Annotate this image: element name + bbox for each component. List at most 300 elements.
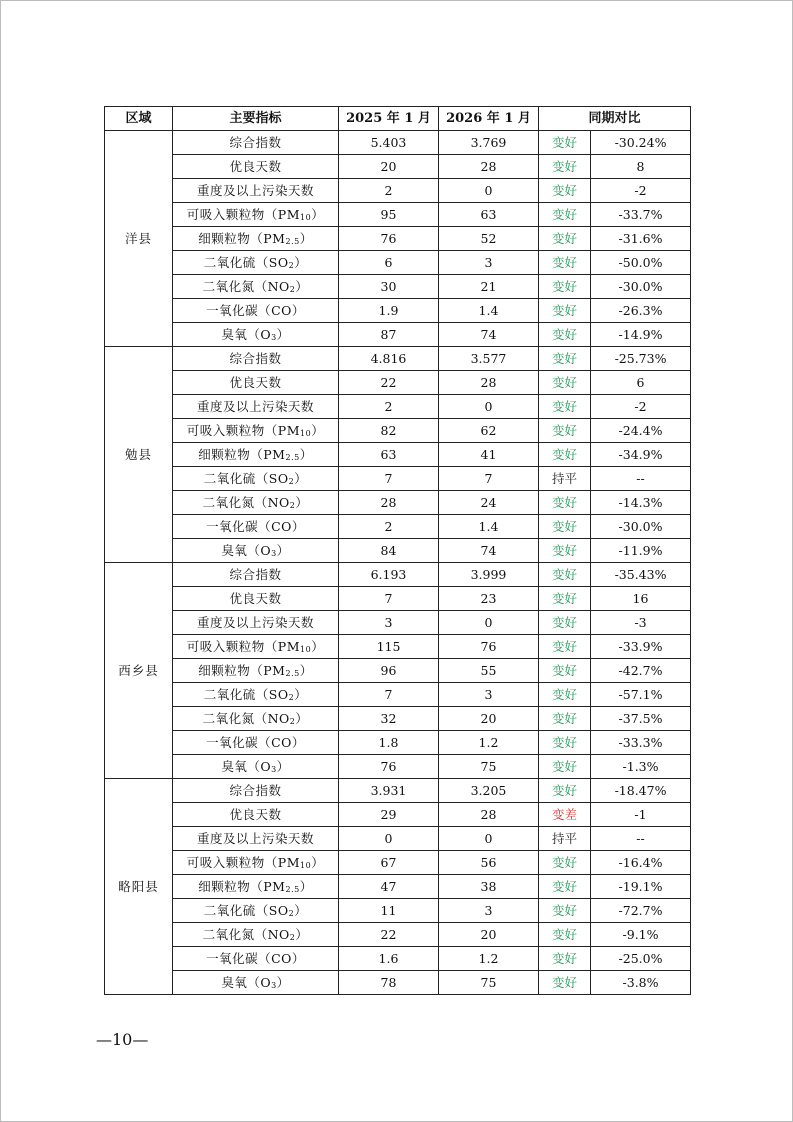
air-quality-table xyxy=(104,106,691,995)
value-2025: 2 xyxy=(339,179,439,203)
value-2025: 95 xyxy=(339,203,439,227)
value-2025: 3.931 xyxy=(339,779,439,803)
value-2026: 3 xyxy=(439,899,539,923)
indicator-paren: ） xyxy=(276,326,290,342)
table-row xyxy=(105,707,691,731)
indicator-name xyxy=(173,251,339,275)
indicator-name xyxy=(173,443,339,467)
indicator-label: 优良天数 xyxy=(229,806,282,822)
table-row xyxy=(105,971,691,995)
table-row xyxy=(105,851,691,875)
value-2026: 0 xyxy=(439,395,539,419)
indicator-subscript: 2 xyxy=(289,284,296,294)
indicator-label: 重度及以上污染天数 xyxy=(196,830,314,846)
value-2026: 1.2 xyxy=(439,731,539,755)
change-value: -16.4% xyxy=(591,851,691,875)
change-value: 6 xyxy=(591,371,691,395)
indicator-name xyxy=(173,899,339,923)
trend-status: 持平 xyxy=(539,467,591,491)
indicator-name xyxy=(173,203,339,227)
value-2026: 28 xyxy=(439,371,539,395)
trend-status: 变好 xyxy=(539,251,591,275)
change-value: -50.0% xyxy=(591,251,691,275)
region-name: 西乡县 xyxy=(105,563,173,779)
trend-status: 变好 xyxy=(539,203,591,227)
indicator-name xyxy=(173,827,339,851)
change-value: -35.43% xyxy=(591,563,691,587)
change-value: -11.9% xyxy=(591,539,691,563)
value-2026: 23 xyxy=(439,587,539,611)
indicator-paren: ） xyxy=(299,446,313,462)
indicator-paren: ） xyxy=(294,902,308,918)
table-row xyxy=(105,755,691,779)
value-2025: 22 xyxy=(339,371,439,395)
region-name: 勉县 xyxy=(105,347,173,563)
value-2026: 1.4 xyxy=(439,515,539,539)
value-2025: 3 xyxy=(339,611,439,635)
table-row xyxy=(105,179,691,203)
value-2026: 21 xyxy=(439,275,539,299)
value-2026: 0 xyxy=(439,827,539,851)
table-row xyxy=(105,947,691,971)
value-2025: 7 xyxy=(339,467,439,491)
indicator-name xyxy=(173,539,339,563)
trend-status: 变好 xyxy=(539,587,591,611)
indicator-name xyxy=(173,155,339,179)
indicator-name xyxy=(173,803,339,827)
table-row xyxy=(105,635,691,659)
change-value: -1 xyxy=(591,803,691,827)
indicator-label: 细颗粒物（PM xyxy=(198,878,286,894)
indicator-name xyxy=(173,395,339,419)
table-row xyxy=(105,539,691,563)
table-row xyxy=(105,467,691,491)
header-region: 区域 xyxy=(105,107,173,131)
indicator-name xyxy=(173,923,339,947)
table-row xyxy=(105,419,691,443)
indicator-name xyxy=(173,419,339,443)
value-2026: 3.577 xyxy=(439,347,539,371)
indicator-subscript: 2 xyxy=(288,476,295,486)
value-2025: 30 xyxy=(339,275,439,299)
value-2025: 78 xyxy=(339,971,439,995)
change-value: -3.8% xyxy=(591,971,691,995)
indicator-name xyxy=(173,779,339,803)
trend-status: 变好 xyxy=(539,395,591,419)
value-2026: 1.2 xyxy=(439,947,539,971)
indicator-subscript: 2 xyxy=(289,500,296,510)
indicator-name xyxy=(173,491,339,515)
change-value: -42.7% xyxy=(591,659,691,683)
value-2026: 52 xyxy=(439,227,539,251)
indicator-paren: ） xyxy=(276,758,290,774)
indicator-subscript: 10 xyxy=(300,644,312,654)
table-row xyxy=(105,587,691,611)
value-2025: 76 xyxy=(339,227,439,251)
table-row xyxy=(105,731,691,755)
table-row xyxy=(105,803,691,827)
table-row xyxy=(105,779,691,803)
value-2025: 67 xyxy=(339,851,439,875)
indicator-subscript: 10 xyxy=(300,212,312,222)
region-name: 略阳县 xyxy=(105,779,173,995)
indicator-paren: ） xyxy=(299,662,313,678)
value-2026: 63 xyxy=(439,203,539,227)
value-2025: 76 xyxy=(339,755,439,779)
trend-status: 变好 xyxy=(539,347,591,371)
change-value: -57.1% xyxy=(591,683,691,707)
value-2025: 2 xyxy=(339,395,439,419)
value-2025: 6.193 xyxy=(339,563,439,587)
change-value: -9.1% xyxy=(591,923,691,947)
indicator-label: 二氧化氮（NO xyxy=(202,926,290,942)
indicator-label: 综合指数 xyxy=(229,566,282,582)
value-2026: 24 xyxy=(439,491,539,515)
value-2026: 38 xyxy=(439,875,539,899)
change-value: -30.0% xyxy=(591,515,691,539)
value-2025: 84 xyxy=(339,539,439,563)
change-value: -37.5% xyxy=(591,707,691,731)
trend-status: 变好 xyxy=(539,755,591,779)
value-2026: 3 xyxy=(439,251,539,275)
indicator-subscript: 2 xyxy=(288,692,295,702)
indicator-paren: ） xyxy=(276,974,290,990)
indicator-paren: ） xyxy=(294,254,308,270)
indicator-paren: ） xyxy=(311,422,325,438)
indicator-subscript: 2.5 xyxy=(285,236,300,246)
indicator-paren: ） xyxy=(299,878,313,894)
trend-status: 变好 xyxy=(539,659,591,683)
header-indicator: 主要指标 xyxy=(173,107,339,131)
table-row xyxy=(105,371,691,395)
value-2025: 1.9 xyxy=(339,299,439,323)
value-2026: 28 xyxy=(439,803,539,827)
indicator-label: 臭氧（O xyxy=(221,974,272,990)
header-2026: 2026 年 1 月 xyxy=(439,107,539,131)
indicator-label: 二氧化硫（SO xyxy=(203,902,289,918)
indicator-paren: ） xyxy=(299,230,313,246)
trend-status: 变好 xyxy=(539,947,591,971)
value-2026: 28 xyxy=(439,155,539,179)
value-2026: 0 xyxy=(439,179,539,203)
change-value: -30.24% xyxy=(591,131,691,155)
change-value: -25.0% xyxy=(591,947,691,971)
header-compare: 同期对比 xyxy=(539,107,691,131)
trend-status: 变好 xyxy=(539,683,591,707)
value-2026: 74 xyxy=(439,323,539,347)
indicator-label: 二氧化硫（SO xyxy=(203,686,289,702)
change-value: -26.3% xyxy=(591,299,691,323)
indicator-paren: ） xyxy=(295,278,309,294)
trend-status: 变好 xyxy=(539,923,591,947)
indicator-paren: ） xyxy=(294,686,308,702)
trend-status: 变好 xyxy=(539,515,591,539)
indicator-paren: ） xyxy=(311,638,325,654)
header-row xyxy=(105,107,691,131)
indicator-name xyxy=(173,179,339,203)
trend-status: 变好 xyxy=(539,611,591,635)
trend-status: 变好 xyxy=(539,491,591,515)
indicator-subscript: 3 xyxy=(271,548,277,558)
indicator-label: 臭氧（O xyxy=(221,326,272,342)
table-row xyxy=(105,323,691,347)
indicator-paren: ） xyxy=(294,470,308,486)
value-2026: 3.769 xyxy=(439,131,539,155)
indicator-label: 可吸入颗粒物（PM xyxy=(186,854,300,870)
value-2025: 96 xyxy=(339,659,439,683)
change-value: -24.4% xyxy=(591,419,691,443)
change-value: -1.3% xyxy=(591,755,691,779)
table-row xyxy=(105,275,691,299)
indicator-label: 优良天数 xyxy=(229,158,282,174)
trend-status: 变好 xyxy=(539,707,591,731)
indicator-name xyxy=(173,707,339,731)
indicator-name xyxy=(173,755,339,779)
indicator-label: 可吸入颗粒物（PM xyxy=(186,422,300,438)
change-value: -33.7% xyxy=(591,203,691,227)
change-value: -- xyxy=(591,467,691,491)
value-2025: 47 xyxy=(339,875,439,899)
change-value: -- xyxy=(591,827,691,851)
indicator-label: 臭氧（O xyxy=(221,758,272,774)
value-2026: 41 xyxy=(439,443,539,467)
indicator-label: 综合指数 xyxy=(229,350,282,366)
value-2025: 115 xyxy=(339,635,439,659)
change-value: -2 xyxy=(591,395,691,419)
value-2025: 6 xyxy=(339,251,439,275)
value-2025: 20 xyxy=(339,155,439,179)
table-row xyxy=(105,347,691,371)
value-2026: 56 xyxy=(439,851,539,875)
value-2025: 7 xyxy=(339,683,439,707)
indicator-label: 细颗粒物（PM xyxy=(198,230,286,246)
table-row xyxy=(105,683,691,707)
indicator-subscript: 2 xyxy=(288,908,295,918)
change-value: -30.0% xyxy=(591,275,691,299)
indicator-name xyxy=(173,371,339,395)
value-2025: 63 xyxy=(339,443,439,467)
page-number: —10— xyxy=(96,1030,149,1049)
table-row xyxy=(105,443,691,467)
indicator-label: 一氧化碳（CO） xyxy=(206,518,305,534)
indicator-label: 细颗粒物（PM xyxy=(198,446,286,462)
trend-status: 变好 xyxy=(539,539,591,563)
header-2025: 2025 年 1 月 xyxy=(339,107,439,131)
value-2026: 7 xyxy=(439,467,539,491)
table-row xyxy=(105,899,691,923)
indicator-name xyxy=(173,515,339,539)
table-row xyxy=(105,251,691,275)
trend-status: 变好 xyxy=(539,323,591,347)
value-2025: 32 xyxy=(339,707,439,731)
indicator-label: 综合指数 xyxy=(229,134,282,150)
indicator-name xyxy=(173,467,339,491)
value-2025: 82 xyxy=(339,419,439,443)
indicator-name xyxy=(173,659,339,683)
value-2026: 20 xyxy=(439,923,539,947)
value-2026: 1.4 xyxy=(439,299,539,323)
indicator-label: 一氧化碳（CO） xyxy=(206,950,305,966)
table-row xyxy=(105,203,691,227)
trend-status: 变好 xyxy=(539,155,591,179)
value-2026: 62 xyxy=(439,419,539,443)
value-2025: 87 xyxy=(339,323,439,347)
region-name: 洋县 xyxy=(105,131,173,347)
indicator-subscript: 3 xyxy=(271,764,277,774)
value-2025: 1.6 xyxy=(339,947,439,971)
trend-status: 变好 xyxy=(539,563,591,587)
indicator-name xyxy=(173,131,339,155)
indicator-label: 重度及以上污染天数 xyxy=(196,398,314,414)
indicator-name xyxy=(173,947,339,971)
indicator-subscript: 2 xyxy=(288,260,295,270)
trend-status: 变好 xyxy=(539,875,591,899)
indicator-name xyxy=(173,875,339,899)
table-row xyxy=(105,827,691,851)
trend-status: 变好 xyxy=(539,635,591,659)
trend-status: 变好 xyxy=(539,971,591,995)
value-2026: 76 xyxy=(439,635,539,659)
indicator-paren: ） xyxy=(311,206,325,222)
indicator-label: 可吸入颗粒物（PM xyxy=(186,638,300,654)
indicator-label: 重度及以上污染天数 xyxy=(196,614,314,630)
value-2026: 75 xyxy=(439,971,539,995)
indicator-name xyxy=(173,323,339,347)
indicator-label: 二氧化氮（NO xyxy=(202,494,290,510)
table-row xyxy=(105,515,691,539)
indicator-paren: ） xyxy=(276,542,290,558)
change-value: -19.1% xyxy=(591,875,691,899)
indicator-name xyxy=(173,227,339,251)
value-2025: 11 xyxy=(339,899,439,923)
value-2025: 7 xyxy=(339,587,439,611)
indicator-paren: ） xyxy=(295,710,309,726)
indicator-name xyxy=(173,275,339,299)
value-2026: 20 xyxy=(439,707,539,731)
indicator-subscript: 10 xyxy=(300,428,312,438)
trend-status: 变好 xyxy=(539,779,591,803)
indicator-subscript: 3 xyxy=(271,980,277,990)
trend-status: 变好 xyxy=(539,371,591,395)
value-2026: 55 xyxy=(439,659,539,683)
table-row xyxy=(105,227,691,251)
trend-status: 变好 xyxy=(539,851,591,875)
value-2026: 74 xyxy=(439,539,539,563)
indicator-label: 优良天数 xyxy=(229,590,282,606)
trend-status: 变差 xyxy=(539,803,591,827)
value-2026: 3.999 xyxy=(439,563,539,587)
indicator-subscript: 2 xyxy=(289,716,296,726)
indicator-label: 二氧化氮（NO xyxy=(202,710,290,726)
table-row xyxy=(105,611,691,635)
value-2025: 5.403 xyxy=(339,131,439,155)
indicator-name xyxy=(173,299,339,323)
indicator-label: 细颗粒物（PM xyxy=(198,662,286,678)
value-2025: 28 xyxy=(339,491,439,515)
trend-status: 变好 xyxy=(539,227,591,251)
indicator-label: 二氧化氮（NO xyxy=(202,278,290,294)
indicator-subscript: 2 xyxy=(289,932,296,942)
change-value: -33.3% xyxy=(591,731,691,755)
indicator-subscript: 10 xyxy=(300,860,312,870)
indicator-name xyxy=(173,851,339,875)
table-row xyxy=(105,131,691,155)
value-2025: 1.8 xyxy=(339,731,439,755)
trend-status: 变好 xyxy=(539,419,591,443)
change-value: -18.47% xyxy=(591,779,691,803)
indicator-subscript: 2.5 xyxy=(285,884,300,894)
indicator-label: 优良天数 xyxy=(229,374,282,390)
indicator-label: 重度及以上污染天数 xyxy=(196,182,314,198)
change-value: -72.7% xyxy=(591,899,691,923)
value-2025: 22 xyxy=(339,923,439,947)
table-row xyxy=(105,155,691,179)
indicator-subscript: 3 xyxy=(271,332,277,342)
indicator-label: 臭氧（O xyxy=(221,542,272,558)
value-2025: 4.816 xyxy=(339,347,439,371)
value-2026: 3 xyxy=(439,683,539,707)
value-2026: 0 xyxy=(439,611,539,635)
change-value: 16 xyxy=(591,587,691,611)
indicator-label: 一氧化碳（CO） xyxy=(206,734,305,750)
value-2026: 3.205 xyxy=(439,779,539,803)
indicator-name xyxy=(173,347,339,371)
indicator-subscript: 2.5 xyxy=(285,668,300,678)
table-row xyxy=(105,491,691,515)
indicator-label: 二氧化硫（SO xyxy=(203,470,289,486)
table-row xyxy=(105,395,691,419)
indicator-paren: ） xyxy=(295,926,309,942)
table-row xyxy=(105,659,691,683)
trend-status: 变好 xyxy=(539,275,591,299)
indicator-name xyxy=(173,563,339,587)
indicator-name xyxy=(173,611,339,635)
trend-status: 持平 xyxy=(539,827,591,851)
indicator-name xyxy=(173,683,339,707)
change-value: 8 xyxy=(591,155,691,179)
indicator-name xyxy=(173,635,339,659)
table-row xyxy=(105,563,691,587)
indicator-name xyxy=(173,971,339,995)
table-row xyxy=(105,299,691,323)
indicator-paren: ） xyxy=(295,494,309,510)
change-value: -14.3% xyxy=(591,491,691,515)
trend-status: 变好 xyxy=(539,131,591,155)
trend-status: 变好 xyxy=(539,899,591,923)
change-value: -33.9% xyxy=(591,635,691,659)
change-value: -3 xyxy=(591,611,691,635)
value-2026: 75 xyxy=(439,755,539,779)
trend-status: 变好 xyxy=(539,299,591,323)
change-value: -34.9% xyxy=(591,443,691,467)
table-row xyxy=(105,875,691,899)
value-2025: 29 xyxy=(339,803,439,827)
trend-status: 变好 xyxy=(539,179,591,203)
indicator-label: 一氧化碳（CO） xyxy=(206,302,305,318)
indicator-name xyxy=(173,587,339,611)
value-2025: 0 xyxy=(339,827,439,851)
change-value: -14.9% xyxy=(591,323,691,347)
trend-status: 变好 xyxy=(539,731,591,755)
change-value: -25.73% xyxy=(591,347,691,371)
change-value: -31.6% xyxy=(591,227,691,251)
indicator-name xyxy=(173,731,339,755)
indicator-label: 二氧化硫（SO xyxy=(203,254,289,270)
indicator-label: 综合指数 xyxy=(229,782,282,798)
indicator-label: 可吸入颗粒物（PM xyxy=(186,206,300,222)
table-row xyxy=(105,923,691,947)
indicator-subscript: 2.5 xyxy=(285,452,300,462)
